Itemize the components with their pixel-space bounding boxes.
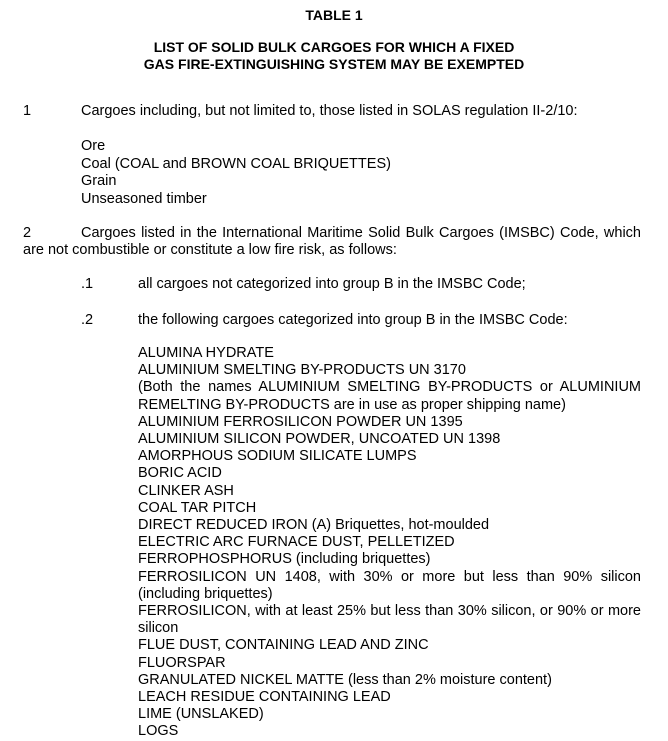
cargo-item: ELECTRIC ARC FURNACE DUST, PELLETIZED [138,534,455,551]
paragraph-2-text: Cargoes listed in the International Maritime Solid Bulk Cargoes (IMSBC) Code, which are not combustible or constitute a low fire risk, as follows: [23,225,641,258]
cargo-item: DIRECT REDUCED IRON (A) Briquettes, hot-moulded [138,517,490,534]
paragraph-1-number: 1 [23,103,32,119]
subparagraph-1-text: all cargoes not categorized into group B in the IMSBC Code; [138,276,526,292]
cargo-item: GRANULATED NICKEL MATTE (less than 2% moisture content) [138,671,552,688]
paragraph-1-list [81,138,391,208]
cargo-item: (Both the names ALUMINIUM SMELTING BY-PRODUCTS or ALUMINIUM REMELTING BY-PRODUCTS are in use as proper shipping name) [138,379,641,413]
list-item: Coal (COAL and BROWN COAL BRIQUETTES) [81,155,391,172]
cargo-item: LEACH RESIDUE CONTAINING LEAD [138,689,391,706]
cargo-item: LOGS [138,723,179,740]
cargo-item: FERROSILICON UN 1408, with 30% or more but less than 90% silicon (including briquettes) [138,568,641,602]
subparagraph-1-number: .1 [81,276,94,292]
cargo-item: ALUMINA HYDRATE [138,345,274,361]
cargo-item: FLUE DUST, CONTAINING LEAD AND ZINC [138,637,429,654]
cargo-item: ALUMINIUM SILICON POWDER, UNCOATED UN 1398 [138,431,501,448]
paragraph-1-text: Cargoes including, but not limited to, those listed in SOLAS regulation II-2/10: [81,103,578,119]
cargo-item: FERROPHOSPHORUS (including briquettes) [138,551,431,568]
cargo-item: ALUMINIUM FERROSILICON POWDER UN 1395 [138,413,463,430]
table-title: TABLE 1 [305,7,363,23]
list-item: Unseasoned timber [81,190,207,207]
cargo-item: FLUORSPAR [138,654,226,671]
subtitle-line: LIST OF SOLID BULK CARGOES FOR WHICH A FIXED [153,39,515,55]
cargo-item: LIME (UNSLAKED) [138,706,264,723]
subtitle-line: GAS FIRE-EXTINGUISHING SYSTEM MAY BE EXEMPTED [143,56,525,72]
list-item: Ore [81,138,106,154]
subparagraph-2-text: the following cargoes categorized into group B in the IMSBC Code: [138,312,568,328]
cargo-item: BORIC ACID [138,465,222,482]
paragraph-2-number: 2 [23,225,32,241]
paragraph-2 [23,225,641,259]
cargo-item: CLINKER ASH [138,482,234,499]
cargo-list [138,345,641,741]
cargo-item: COAL TAR PITCH [138,499,257,516]
cargo-item: AMORPHOUS SODIUM SILICATE LUMPS [138,448,417,465]
subparagraph-2-number: .2 [81,312,94,328]
cargo-item: FERROSILICON, with at least 25% but less than 30% silicon, or 90% or more silicon [138,603,641,637]
list-item: Grain [81,173,117,189]
cargo-item: ALUMINIUM SMELTING BY-PRODUCTS UN 3170 [138,362,466,379]
table-subtitle [0,39,668,73]
